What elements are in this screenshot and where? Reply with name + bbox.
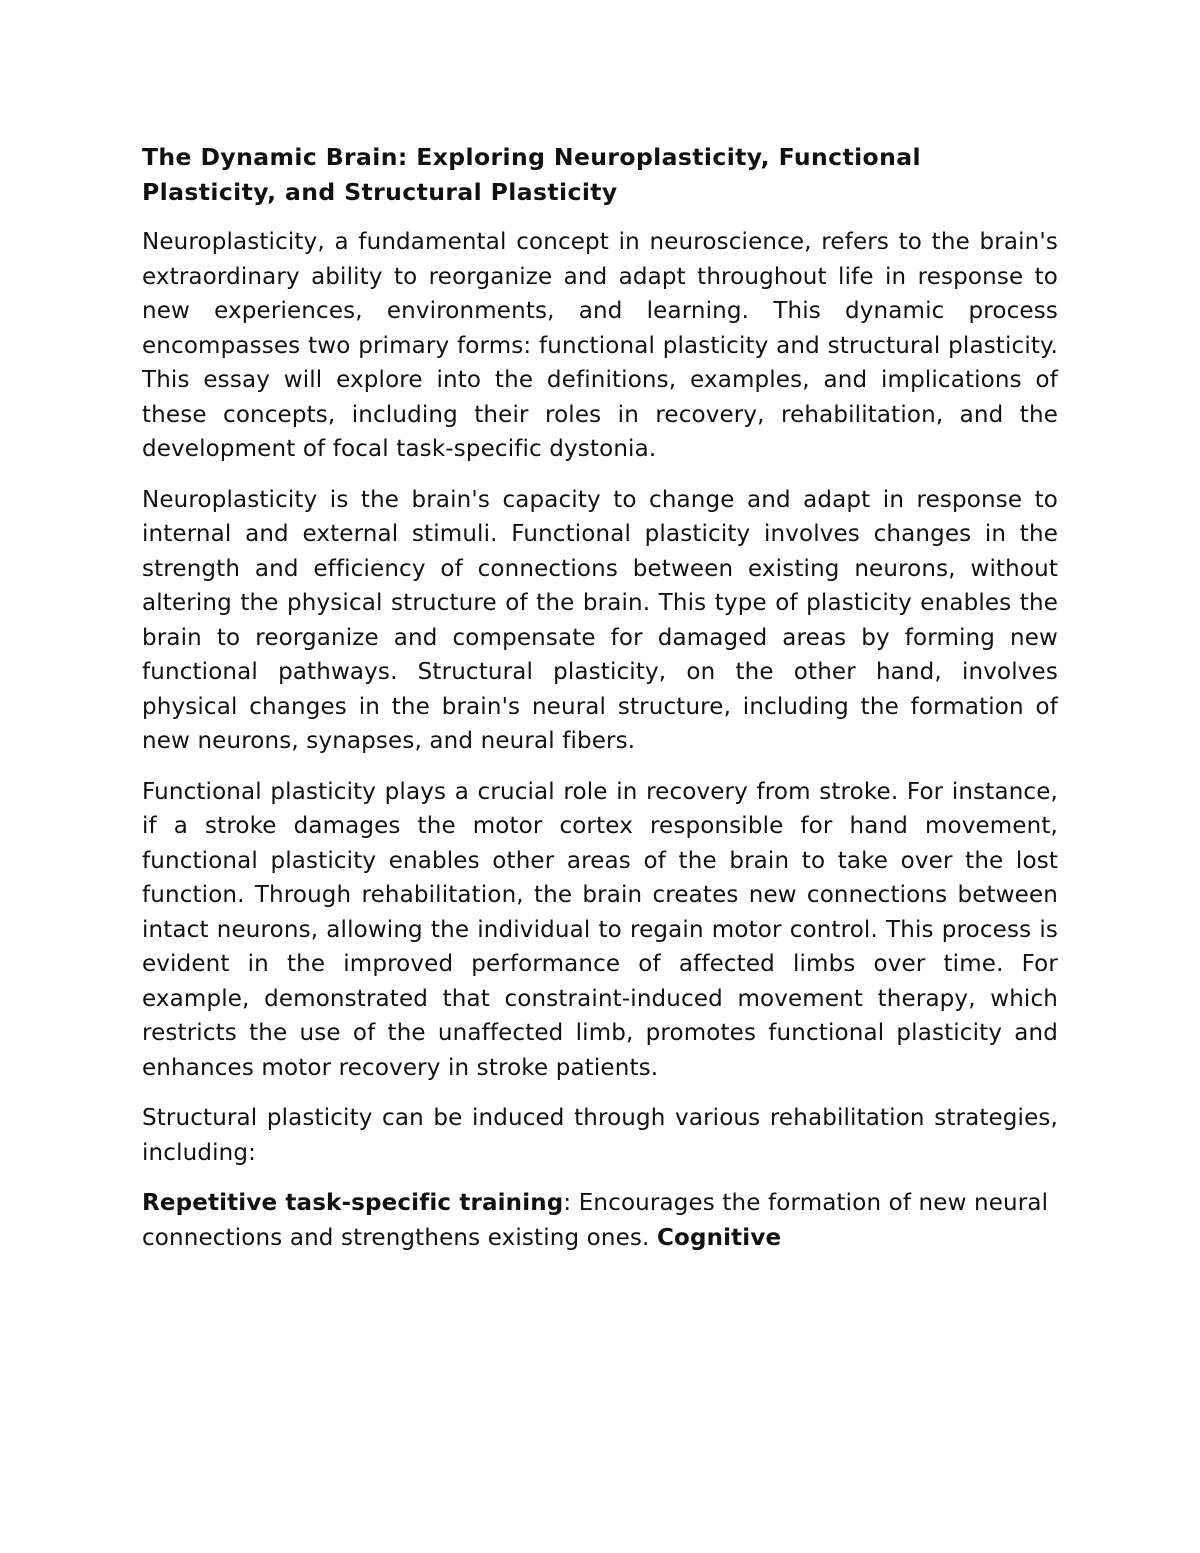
list-item-next-term: Cognitive [656, 1224, 782, 1251]
list-item-term: Repetitive task-specific training [142, 1190, 564, 1216]
list-item-repetitive-training [142, 1186, 1058, 1255]
paragraph-definition: Neuroplasticity is the brain's capacity to change and adapt in response to internal and external stimuli. Functional plasticity involves changes in the strength and efficiency of connections between existing neurons, without altering the physical structure of the brain. This type of plasticity enables the brain to reorganize and compensate for damaged areas by forming new functional pathways. Structural plasticity, on the other hand, involves physical changes in the brain's neural structure, including the formation of new neurons, synapses, and neural fibers. [142, 486, 1058, 754]
document-title: The Dynamic Brain: Exploring Neuroplasticity, Functional Plasticity, and Structural Plasticity [142, 143, 921, 206]
list-item-text: : Encourages the formation of new neural connections and strengthens existing ones. [142, 1190, 1049, 1251]
paragraph-functional-plasticity: Functional plasticity plays a crucial role in recovery from stroke. For instance, if a stroke damages the motor cortex responsible for hand movement, functional plasticity enables other areas of the brain to take over the lost function. Through rehabilitation, the brain creates new connections between intact neurons, allowing the individual to regain motor control. This process is evident in the improved performance of affected limbs over time. For example, demonstrated that constraint-induced movement therapy, which restricts the use of the unaffected limb, promotes functional plasticity and enhances motor recovery in stroke patients. [142, 778, 1058, 1081]
document-page [142, 140, 1058, 1271]
paragraph-structural-plasticity: Structural plasticity can be induced through various rehabilitation strategies, including: [142, 1105, 1058, 1166]
paragraph-intro: Neuroplasticity, a fundamental concept in neuroscience, refers to the brain's extraordinary ability to reorganize and adapt throughout life in response to new experiences, environments, and learning. This dynamic process encompasses two primary forms: functional plasticity and structural plasticity. This essay will explore into the definitions, examples, and implications of these concepts, including their roles in recovery, rehabilitation, and the development of focal task-specific dystonia. [142, 229, 1058, 462]
